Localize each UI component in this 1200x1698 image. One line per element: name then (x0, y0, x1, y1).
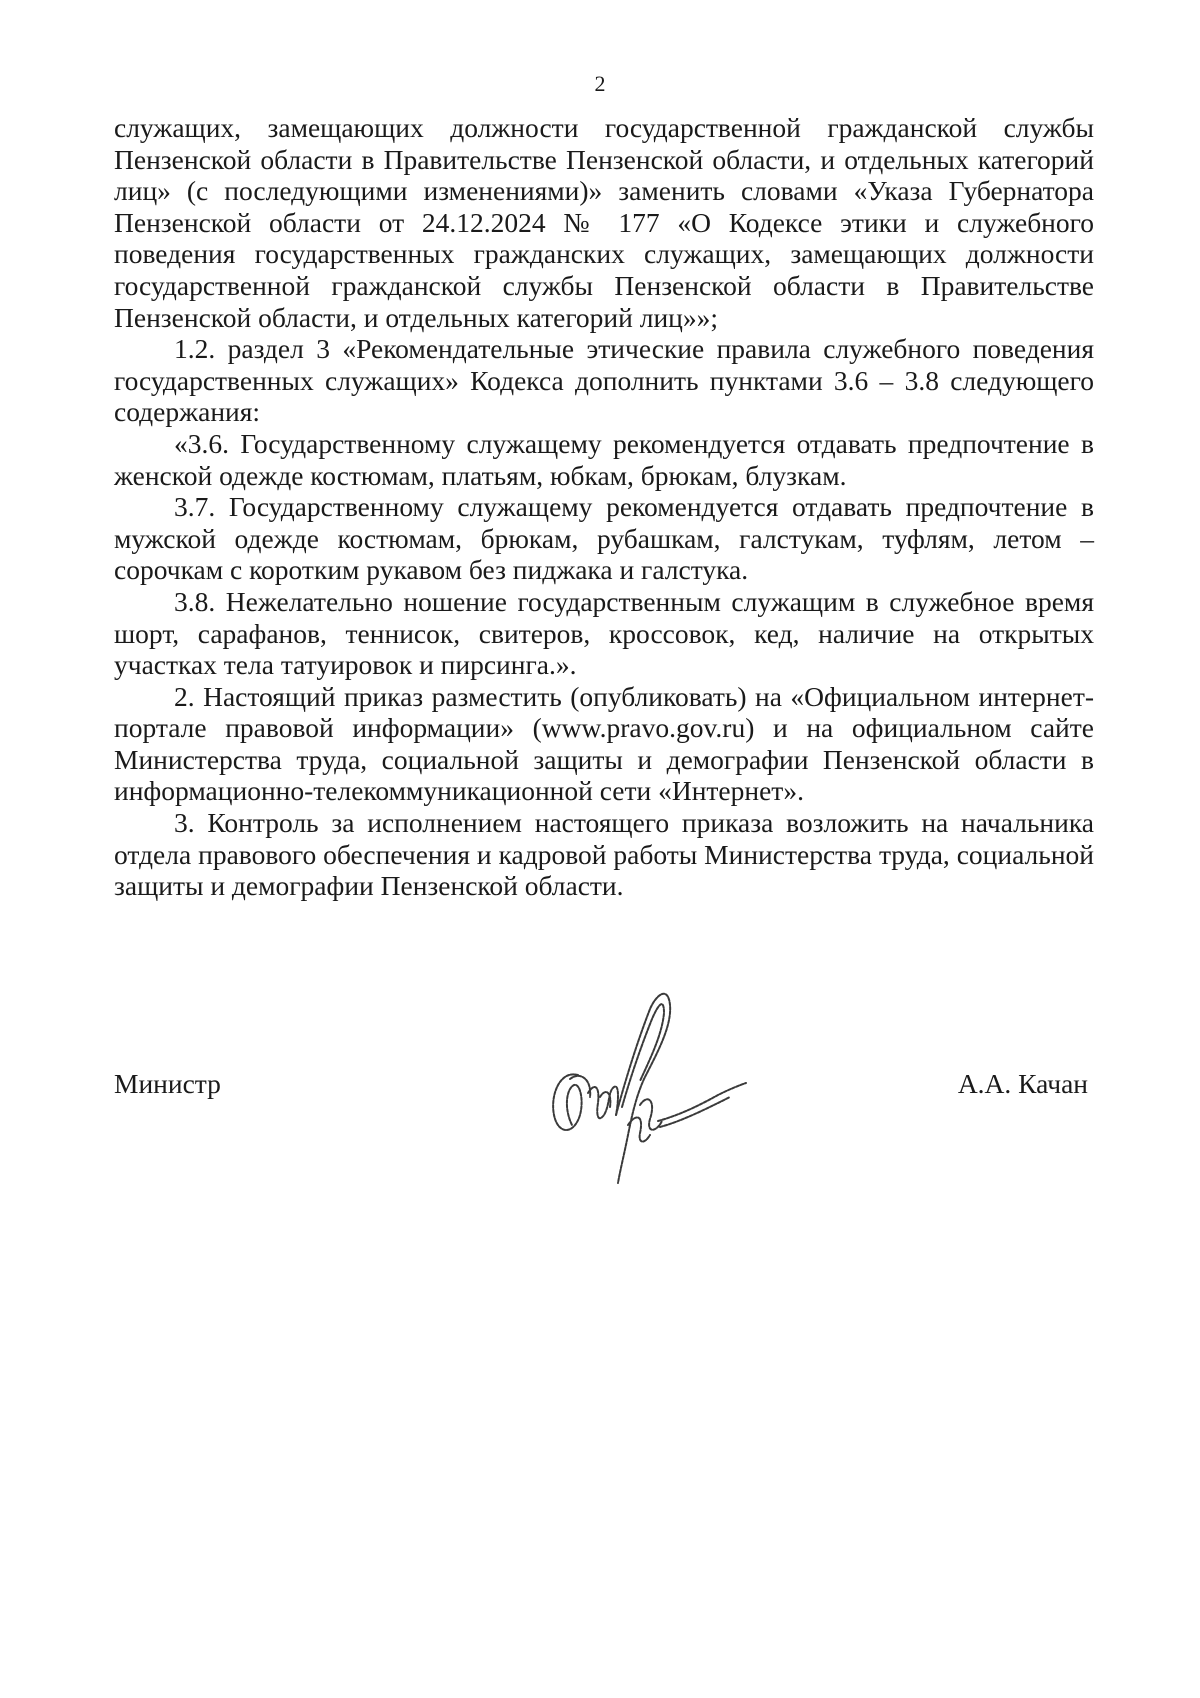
page-number: 2 (594, 71, 606, 96)
paragraph-1-2: 1.2. раздел 3 «Рекомендательные этические правила служебного поведения государственных служащих» Кодекса дополнить пунктами 3.6 – 3.8 следующего содержания: (114, 333, 1094, 428)
signer-title: Министр (114, 1068, 221, 1099)
paragraph-2: 2. Настоящий приказ разместить (опубликовать) на «Официальном интернет-портале правовой информации» (www.pravo.gov.ru) и на официальном сайте Министерства труда, социальной защиты и демографии Пензенской области в информационно-телекоммуникационной сети «Интернет». (114, 680, 1094, 807)
document-body (114, 112, 1094, 902)
handwritten-signature-icon (540, 975, 760, 1197)
paragraph-3: 3. Контроль за исполнением настоящего приказа возложить на начальника отдела правового обеспечения и кадровой работы Министерства труда, социальной защиты и демографии Пензенской области. (114, 807, 1094, 902)
signer-name: А.А. Качан (957, 1068, 1088, 1099)
paragraph-3-7: 3.7. Государственному служащему рекомендуется отдавать предпочтение в мужской одежде костюмам, брюкам, рубашкам, галстукам, туфлям, летом – сорочкам с коротким рукавом без пиджака и галстука. (114, 491, 1094, 586)
paragraph-continuation: служащих, замещающих должности государственной гражданской службы Пензенской области в Правительстве Пензенской области, и отдельных категорий лиц» (с последующими изменениями)» заменить словами «Указа Губернатора Пензенской области от 24.12.2024 № 177 «О Кодексе этики и служебного поведения государственных гражданских служащих, замещающих должности государственной гражданской службы Пензенской области в Правительстве Пензенской области, и отдельных категорий лиц»»; (114, 112, 1094, 333)
paragraph-3-6: «3.6. Государственному служащему рекомендуется отдавать предпочтение в женской одежде костюмам, платьям, юбкам, брюкам, блузкам. (114, 427, 1094, 491)
paragraph-3-8: 3.8. Нежелательно ношение государственным служащим в служебное время шорт, сарафанов, теннисок, свитеров, кроссовок, кед, наличие на открытых участках тела татуировок и пирсинга.». (114, 585, 1094, 681)
